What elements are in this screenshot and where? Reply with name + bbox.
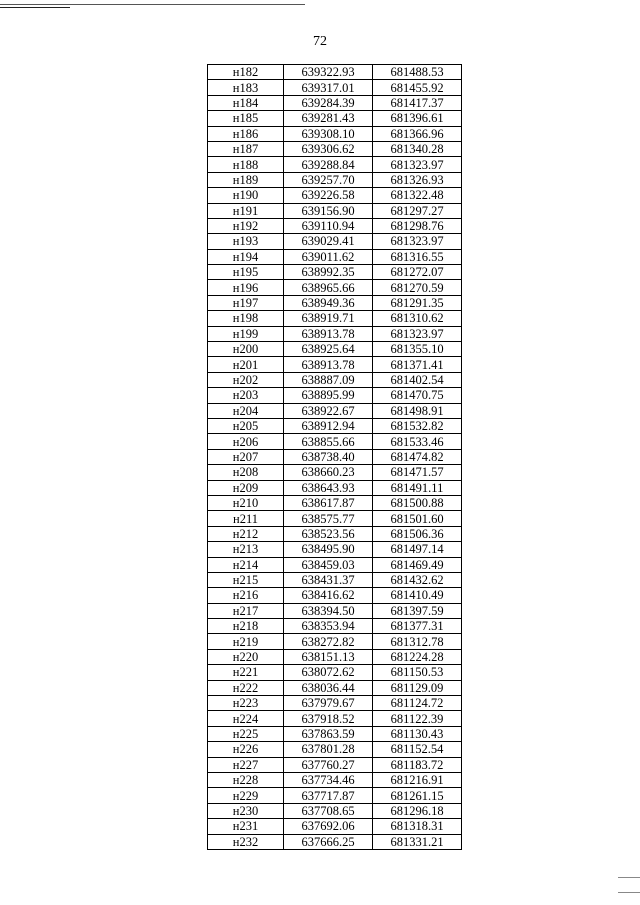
table-row	[208, 619, 462, 634]
x-coordinate-cell: 638416.62	[284, 588, 373, 603]
x-coordinate-cell: 638922.67	[284, 403, 373, 418]
point-id-cell: н204	[208, 403, 284, 418]
x-coordinate-cell: 638036.44	[284, 680, 373, 695]
table-row	[208, 634, 462, 649]
x-coordinate-cell: 639257.70	[284, 172, 373, 187]
y-coordinate-cell: 681471.57	[373, 465, 462, 480]
x-coordinate-cell: 637760.27	[284, 757, 373, 772]
table-row	[208, 172, 462, 187]
y-coordinate-cell: 681298.76	[373, 218, 462, 233]
point-id-cell: н206	[208, 434, 284, 449]
point-id-cell: н210	[208, 495, 284, 510]
x-coordinate-cell: 637979.67	[284, 696, 373, 711]
table-row	[208, 742, 462, 757]
y-coordinate-cell: 681355.10	[373, 342, 462, 357]
x-coordinate-cell: 639110.94	[284, 218, 373, 233]
point-id-cell: н225	[208, 726, 284, 741]
y-coordinate-cell: 681224.28	[373, 649, 462, 664]
table-row	[208, 665, 462, 680]
point-id-cell: н228	[208, 772, 284, 787]
y-coordinate-cell: 681326.93	[373, 172, 462, 187]
point-id-cell: н190	[208, 188, 284, 203]
point-id-cell: н223	[208, 696, 284, 711]
point-id-cell: н202	[208, 372, 284, 387]
x-coordinate-cell: 638855.66	[284, 434, 373, 449]
x-coordinate-cell: 638949.36	[284, 295, 373, 310]
point-id-cell: н215	[208, 572, 284, 587]
y-coordinate-cell: 681455.92	[373, 80, 462, 95]
point-id-cell: н220	[208, 649, 284, 664]
table-row	[208, 449, 462, 464]
point-id-cell: н222	[208, 680, 284, 695]
table-row	[208, 726, 462, 741]
y-coordinate-cell: 681272.07	[373, 265, 462, 280]
table-row	[208, 542, 462, 557]
x-coordinate-cell: 639322.93	[284, 65, 373, 80]
y-coordinate-cell: 681122.39	[373, 711, 462, 726]
table-row	[208, 388, 462, 403]
x-coordinate-cell: 639011.62	[284, 249, 373, 264]
y-coordinate-cell: 681500.88	[373, 495, 462, 510]
y-coordinate-cell: 681366.96	[373, 126, 462, 141]
x-coordinate-cell: 638575.77	[284, 511, 373, 526]
y-coordinate-cell: 681130.43	[373, 726, 462, 741]
y-coordinate-cell: 681417.37	[373, 95, 462, 110]
point-id-cell: н183	[208, 80, 284, 95]
x-coordinate-cell: 637717.87	[284, 788, 373, 803]
y-coordinate-cell: 681312.78	[373, 634, 462, 649]
table-row	[208, 572, 462, 587]
point-id-cell: н216	[208, 588, 284, 603]
table-row	[208, 141, 462, 156]
y-coordinate-cell: 681297.27	[373, 203, 462, 218]
table-row	[208, 772, 462, 787]
x-coordinate-cell: 637801.28	[284, 742, 373, 757]
point-id-cell: н198	[208, 311, 284, 326]
table-row	[208, 311, 462, 326]
y-coordinate-cell: 681501.60	[373, 511, 462, 526]
x-coordinate-cell: 638643.93	[284, 480, 373, 495]
table-row	[208, 403, 462, 418]
table-row	[208, 803, 462, 818]
point-id-cell: н209	[208, 480, 284, 495]
x-coordinate-cell: 638459.03	[284, 557, 373, 572]
x-coordinate-cell: 638151.13	[284, 649, 373, 664]
table-row	[208, 819, 462, 834]
table-row	[208, 218, 462, 233]
x-coordinate-cell: 638660.23	[284, 465, 373, 480]
point-id-cell: н199	[208, 326, 284, 341]
x-coordinate-cell: 639317.01	[284, 80, 373, 95]
point-id-cell: н226	[208, 742, 284, 757]
table-row	[208, 126, 462, 141]
table-row	[208, 603, 462, 618]
point-id-cell: н219	[208, 634, 284, 649]
x-coordinate-cell: 638965.66	[284, 280, 373, 295]
y-coordinate-cell: 681261.15	[373, 788, 462, 803]
point-id-cell: н201	[208, 357, 284, 372]
table-row	[208, 95, 462, 110]
x-coordinate-cell: 637863.59	[284, 726, 373, 741]
point-id-cell: н186	[208, 126, 284, 141]
x-coordinate-cell: 637692.06	[284, 819, 373, 834]
table-row	[208, 157, 462, 172]
point-id-cell: н195	[208, 265, 284, 280]
table-row	[208, 326, 462, 341]
table-row	[208, 357, 462, 372]
x-coordinate-cell: 639156.90	[284, 203, 373, 218]
point-id-cell: н232	[208, 834, 284, 849]
x-coordinate-cell: 638912.94	[284, 418, 373, 433]
y-coordinate-cell: 681291.35	[373, 295, 462, 310]
x-coordinate-cell: 638913.78	[284, 357, 373, 372]
x-coordinate-cell: 637918.52	[284, 711, 373, 726]
y-coordinate-cell: 681533.46	[373, 434, 462, 449]
scan-artifact-line-right	[618, 877, 640, 878]
x-coordinate-cell: 638895.99	[284, 388, 373, 403]
point-id-cell: н221	[208, 665, 284, 680]
table-row	[208, 480, 462, 495]
y-coordinate-cell: 681152.54	[373, 742, 462, 757]
y-coordinate-cell: 681323.97	[373, 157, 462, 172]
point-id-cell: н213	[208, 542, 284, 557]
table-row	[208, 280, 462, 295]
point-id-cell: н196	[208, 280, 284, 295]
x-coordinate-cell: 639284.39	[284, 95, 373, 110]
table-row	[208, 111, 462, 126]
y-coordinate-cell: 681216.91	[373, 772, 462, 787]
y-coordinate-cell: 681506.36	[373, 526, 462, 541]
table-row	[208, 295, 462, 310]
table-row	[208, 511, 462, 526]
x-coordinate-cell: 638738.40	[284, 449, 373, 464]
point-id-cell: н230	[208, 803, 284, 818]
point-id-cell: н218	[208, 619, 284, 634]
y-coordinate-cell: 681316.55	[373, 249, 462, 264]
table-row	[208, 834, 462, 849]
x-coordinate-cell: 637708.65	[284, 803, 373, 818]
y-coordinate-cell: 681124.72	[373, 696, 462, 711]
y-coordinate-cell: 681497.14	[373, 542, 462, 557]
x-coordinate-cell: 638992.35	[284, 265, 373, 280]
table-row	[208, 757, 462, 772]
point-id-cell: н208	[208, 465, 284, 480]
x-coordinate-cell: 639306.62	[284, 141, 373, 156]
point-id-cell: н229	[208, 788, 284, 803]
y-coordinate-cell: 681532.82	[373, 418, 462, 433]
y-coordinate-cell: 681498.91	[373, 403, 462, 418]
scan-artifact-line-right	[618, 892, 640, 893]
y-coordinate-cell: 681402.54	[373, 372, 462, 387]
point-id-cell: н214	[208, 557, 284, 572]
x-coordinate-cell: 639288.84	[284, 157, 373, 172]
point-id-cell: н193	[208, 234, 284, 249]
y-coordinate-cell: 681323.97	[373, 234, 462, 249]
y-coordinate-cell: 681469.49	[373, 557, 462, 572]
coordinates-table-body	[208, 65, 462, 850]
table-row	[208, 680, 462, 695]
point-id-cell: н227	[208, 757, 284, 772]
y-coordinate-cell: 681270.59	[373, 280, 462, 295]
y-coordinate-cell: 681323.97	[373, 326, 462, 341]
point-id-cell: н194	[208, 249, 284, 264]
x-coordinate-cell: 639281.43	[284, 111, 373, 126]
table-row	[208, 234, 462, 249]
y-coordinate-cell: 681183.72	[373, 757, 462, 772]
table-row	[208, 80, 462, 95]
x-coordinate-cell: 638072.62	[284, 665, 373, 680]
point-id-cell: н185	[208, 111, 284, 126]
page-number: 72	[313, 34, 327, 49]
table-row	[208, 372, 462, 387]
table-row	[208, 465, 462, 480]
table-row	[208, 203, 462, 218]
point-id-cell: н189	[208, 172, 284, 187]
table-row	[208, 588, 462, 603]
y-coordinate-cell: 681331.21	[373, 834, 462, 849]
point-id-cell: н182	[208, 65, 284, 80]
table-row	[208, 418, 462, 433]
y-coordinate-cell: 681322.48	[373, 188, 462, 203]
y-coordinate-cell: 681377.31	[373, 619, 462, 634]
point-id-cell: н191	[208, 203, 284, 218]
point-id-cell: н188	[208, 157, 284, 172]
point-id-cell: н217	[208, 603, 284, 618]
y-coordinate-cell: 681397.59	[373, 603, 462, 618]
y-coordinate-cell: 681491.11	[373, 480, 462, 495]
table-row	[208, 696, 462, 711]
y-coordinate-cell: 681129.09	[373, 680, 462, 695]
point-id-cell: н205	[208, 418, 284, 433]
x-coordinate-cell: 638431.37	[284, 572, 373, 587]
point-id-cell: н211	[208, 511, 284, 526]
table-row	[208, 265, 462, 280]
x-coordinate-cell: 639029.41	[284, 234, 373, 249]
table-row	[208, 788, 462, 803]
point-id-cell: н231	[208, 819, 284, 834]
x-coordinate-cell: 638617.87	[284, 495, 373, 510]
x-coordinate-cell: 638919.71	[284, 311, 373, 326]
point-id-cell: н192	[208, 218, 284, 233]
point-id-cell: н187	[208, 141, 284, 156]
point-id-cell: н224	[208, 711, 284, 726]
table-row	[208, 649, 462, 664]
table-row	[208, 495, 462, 510]
table-row	[208, 65, 462, 80]
x-coordinate-cell: 638394.50	[284, 603, 373, 618]
x-coordinate-cell: 638523.56	[284, 526, 373, 541]
point-id-cell: н203	[208, 388, 284, 403]
table-row	[208, 526, 462, 541]
point-id-cell: н200	[208, 342, 284, 357]
y-coordinate-cell: 681371.41	[373, 357, 462, 372]
x-coordinate-cell: 637666.25	[284, 834, 373, 849]
y-coordinate-cell: 681318.31	[373, 819, 462, 834]
table-row	[208, 434, 462, 449]
point-id-cell: н184	[208, 95, 284, 110]
x-coordinate-cell: 639308.10	[284, 126, 373, 141]
table-row	[208, 188, 462, 203]
coordinates-table	[207, 64, 462, 850]
x-coordinate-cell: 638495.90	[284, 542, 373, 557]
y-coordinate-cell: 681396.61	[373, 111, 462, 126]
y-coordinate-cell: 681310.62	[373, 311, 462, 326]
x-coordinate-cell: 637734.46	[284, 772, 373, 787]
x-coordinate-cell: 638272.82	[284, 634, 373, 649]
point-id-cell: н197	[208, 295, 284, 310]
point-id-cell: н212	[208, 526, 284, 541]
y-coordinate-cell: 681150.53	[373, 665, 462, 680]
y-coordinate-cell: 681470.75	[373, 388, 462, 403]
x-coordinate-cell: 638913.78	[284, 326, 373, 341]
y-coordinate-cell: 681340.28	[373, 141, 462, 156]
table-row	[208, 711, 462, 726]
y-coordinate-cell: 681296.18	[373, 803, 462, 818]
y-coordinate-cell: 681410.49	[373, 588, 462, 603]
x-coordinate-cell: 638353.94	[284, 619, 373, 634]
x-coordinate-cell: 638887.09	[284, 372, 373, 387]
table-row	[208, 342, 462, 357]
x-coordinate-cell: 638925.64	[284, 342, 373, 357]
y-coordinate-cell: 681488.53	[373, 65, 462, 80]
table-row	[208, 249, 462, 264]
point-id-cell: н207	[208, 449, 284, 464]
y-coordinate-cell: 681432.62	[373, 572, 462, 587]
scan-artifact-line-top	[0, 4, 305, 5]
table-row	[208, 557, 462, 572]
x-coordinate-cell: 639226.58	[284, 188, 373, 203]
y-coordinate-cell: 681474.82	[373, 449, 462, 464]
